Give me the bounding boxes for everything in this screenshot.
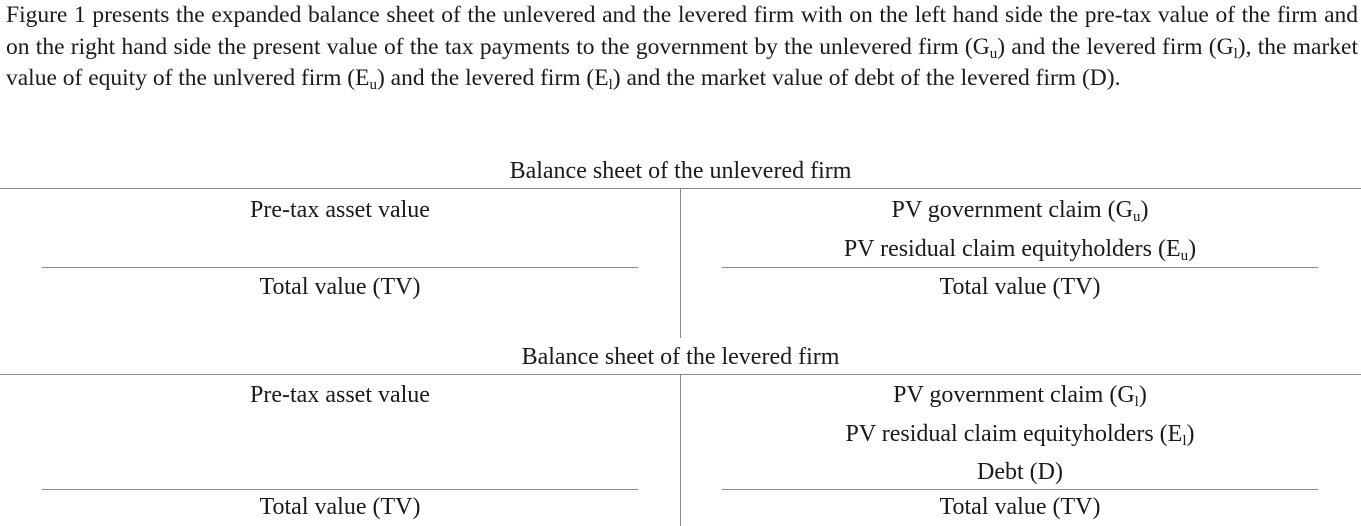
unlevered-right-total-rule <box>722 267 1318 268</box>
subscript-l: l <box>1233 45 1238 62</box>
unlevered-equity-claim: PV residual claim equityholders $(E_u)$ <box>843 236 1197 264</box>
para-text-3: ), the market value of equity of the unlvered firm (E <box>6 33 1359 91</box>
subscript-u: u <box>989 45 998 62</box>
subscript-u: u <box>369 77 377 93</box>
levered-right-total-rule <box>722 489 1318 490</box>
unlevered-government-claim: PV government claim $(G_u)$ <box>891 197 1149 225</box>
subscript-u: u <box>1133 209 1141 225</box>
para-text-1: Figure 1 presents the expanded balance sheet of the unlevered and the levered firm with on the left hand side the pre-tax value of the firm and on the right hand side the present value of the tax payments to the government by the unlevered firm (G <box>6 2 1358 60</box>
unlevered-left-total: Total value (TV) <box>259 274 421 300</box>
levered-government-claim: PV government claim $(G_l)$ <box>893 382 1147 410</box>
subscript-l: l <box>1182 433 1187 449</box>
para-text-2: ) and the levered firm (G <box>997 33 1234 60</box>
levered-pretax-asset-value: Pre-tax asset value <box>250 382 430 408</box>
levered-sheet-title: Balance sheet of the levered firm <box>521 344 840 370</box>
para-text-5: ) and the market value of debt of the levered firm (D). <box>612 65 1121 91</box>
levered-equity-claim: PV residual claim equityholders $(E_l)$ <box>845 421 1195 449</box>
unlevered-pretax-asset-value: Pre-tax asset value <box>250 197 430 223</box>
subscript-l: l <box>608 77 613 93</box>
levered-left-total: Total value (TV) <box>259 494 421 520</box>
unlevered-right-total: Total value (TV) <box>939 274 1101 300</box>
subscript-l: l <box>1134 394 1139 410</box>
levered-center-divider <box>680 374 681 526</box>
unlevered-center-divider <box>680 188 681 338</box>
unlevered-sheet-title: Balance sheet of the unlevered firm <box>509 158 852 184</box>
subscript-u: u <box>1180 248 1189 264</box>
levered-debt: Debt (D) <box>977 459 1063 485</box>
levered-right-total: Total value (TV) <box>939 494 1101 520</box>
intro-paragraph <box>6 0 1358 95</box>
para-text-4: ) and the levered firm (E <box>376 65 609 91</box>
unlevered-left-total-rule <box>42 267 638 268</box>
levered-left-total-rule <box>42 489 638 490</box>
